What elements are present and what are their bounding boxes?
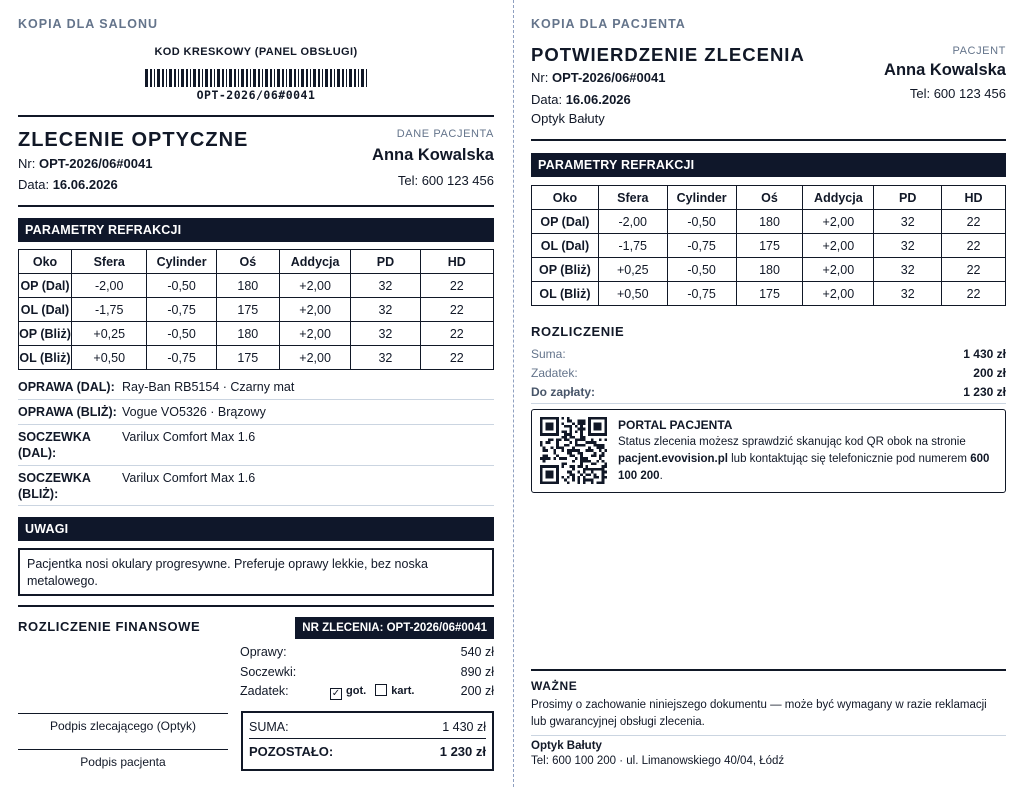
- fin-frames-row: [240, 645, 494, 659]
- salon-copy-label: KOPIA DLA SALONU: [18, 17, 159, 31]
- value-cell: 32: [351, 346, 420, 370]
- portal-link[interactable]: pacjent.evovision.pl: [618, 453, 728, 465]
- table-row: [19, 298, 494, 322]
- barcode: [145, 69, 367, 87]
- value-cell: 32: [351, 322, 420, 346]
- eye-cell: OL (Dal): [532, 234, 599, 258]
- signature-patient: Podpis pacjenta: [18, 749, 228, 769]
- column-header: HD: [420, 250, 493, 274]
- qr-code-icon[interactable]: [540, 417, 607, 484]
- footer-store: Optyk Bałuty: [531, 740, 602, 752]
- value-cell: -2,00: [598, 210, 667, 234]
- patient-portal-box: [531, 409, 1006, 493]
- refraction-header: PARAMETRY REFRAKCJI: [531, 153, 1006, 177]
- portal-text-block: [618, 418, 997, 485]
- important-header: WAŻNE: [531, 679, 578, 693]
- remaining-label: POZOSTAŁO:: [249, 744, 334, 759]
- footer-contact: Tel: 600 100 200 · ul. Limanowskiego 40/04, Łódź: [531, 755, 785, 767]
- lens-near-value: Varilux Comfort Max 1.6: [122, 471, 256, 485]
- billing-sum-label: Suma:: [531, 347, 566, 361]
- patient-copy: [531, 0, 1006, 787]
- value-cell: 22: [942, 258, 1006, 282]
- eye-cell: OP (Bliż): [19, 322, 72, 346]
- value-cell: 32: [874, 234, 942, 258]
- billing-due-label: Do zapłaty:: [531, 385, 596, 399]
- table-header-row: [19, 250, 494, 274]
- value-cell: 175: [736, 282, 803, 306]
- value-cell: -0,50: [667, 210, 736, 234]
- patient-label: PACJENT: [952, 45, 1006, 57]
- divider: [18, 115, 494, 117]
- column-header: Oko: [19, 250, 72, 274]
- billing-deposit-row: [531, 366, 1006, 380]
- value-cell: 175: [216, 346, 279, 370]
- column-header: Oś: [736, 186, 803, 210]
- notes-box: Pacjentka nosi okulary progresywne. Preferuje oprawy lekkie, bez noska metalowego.: [18, 548, 494, 596]
- divider: [18, 205, 494, 207]
- value-cell: 180: [736, 258, 803, 282]
- value-cell: +2,00: [279, 322, 350, 346]
- cash-checkbox[interactable]: ✓: [331, 688, 341, 699]
- card-checkbox[interactable]: [375, 684, 387, 696]
- column-header: Addycja: [803, 186, 874, 210]
- billing-deposit-value: 200 zł: [973, 366, 1006, 380]
- value-cell: +2,00: [279, 346, 350, 370]
- patient-info: [884, 45, 1006, 101]
- confirmation-title: POTWIERDZENIE ZLECENIA: [531, 44, 805, 65]
- fin-deposit-label: Zadatek:: [240, 684, 289, 698]
- value-cell: +2,00: [803, 282, 874, 306]
- value-cell: +2,00: [279, 274, 350, 298]
- order-number: Nr: OPT-2026/06#0041: [531, 70, 666, 85]
- billing-sum-value: 1 430 zł: [963, 347, 1006, 361]
- value-cell: -0,50: [667, 258, 736, 282]
- card-label: kart.: [391, 685, 415, 697]
- value-cell: 175: [216, 298, 279, 322]
- value-cell: 22: [420, 298, 493, 322]
- value-cell: 32: [874, 258, 942, 282]
- frame-near-label: OPRAWA (BLIŻ):: [18, 405, 117, 419]
- patient-phone: Tel: 600 123 456: [397, 173, 494, 188]
- billing-sum-row: [531, 347, 1006, 361]
- refraction-table: [531, 185, 1006, 306]
- value-cell: -0,75: [147, 298, 216, 322]
- value-cell: 22: [420, 346, 493, 370]
- order-title: ZLECENIE OPTYCZNE: [18, 129, 249, 151]
- value-cell: 22: [942, 282, 1006, 306]
- order-number-tag: NR ZLECENIA: OPT-2026/06#0041: [295, 617, 494, 639]
- table-row: [532, 258, 1006, 282]
- order-date: Data: 16.06.2026: [18, 177, 118, 192]
- value-cell: -1,75: [598, 234, 667, 258]
- eye-cell: OP (Dal): [19, 274, 72, 298]
- billing-header: ROZLICZENIE: [531, 324, 625, 339]
- divider: [531, 403, 1006, 404]
- fin-lenses-value: 890 zł: [460, 665, 494, 679]
- value-cell: 22: [942, 234, 1006, 258]
- column-header: PD: [351, 250, 420, 274]
- important-text: Prosimy o zachowanie niniejszego dokumentu — może być wymagany w razie reklamacji lub gwarancyjnej obsługi zlecenia.: [531, 699, 987, 728]
- order-date: Data: 16.06.2026: [531, 92, 631, 107]
- lens-distance-row: [18, 429, 494, 466]
- refraction-table: [18, 249, 494, 370]
- cut-line: [513, 0, 514, 787]
- value-cell: +2,00: [803, 234, 874, 258]
- payment-method: [330, 684, 414, 700]
- column-header: Sfera: [72, 250, 147, 274]
- patient-info: [372, 128, 494, 188]
- column-header: Cylinder: [667, 186, 736, 210]
- sum-label: SUMA:: [249, 720, 289, 734]
- fin-deposit-row: [240, 684, 494, 698]
- lens-near-label: SOCZEWKA (BLIŻ):: [18, 471, 91, 501]
- barcode-number: OPT-2026/06#0041: [196, 88, 316, 102]
- signature-optician: Podpis zlecającego (Optyk): [18, 713, 228, 733]
- patient-copy-label: KOPIA DLA PACJENTA: [531, 17, 686, 31]
- billing-due-row: [531, 385, 1006, 399]
- frame-distance-label: OPRAWA (DAL):: [18, 380, 115, 394]
- column-header: Oś: [216, 250, 279, 274]
- frame-near-row: [18, 404, 494, 425]
- divider: [531, 735, 1006, 736]
- patient-name: Anna Kowalska: [884, 61, 1006, 79]
- value-cell: -0,75: [147, 346, 216, 370]
- table-row: [532, 234, 1006, 258]
- portal-text: Status zlecenia możesz sprawdzić skanując kod QR obok na stronie pacjent.evovision.pl lub kontaktując się telefonicznie pod numerem 600 100 200.: [618, 436, 990, 482]
- eye-cell: OL (Bliż): [532, 282, 599, 306]
- store-name: Optyk Bałuty: [531, 111, 605, 126]
- value-cell: -0,75: [667, 234, 736, 258]
- value-cell: +0,50: [598, 282, 667, 306]
- fin-lenses-label: Soczewki:: [240, 665, 297, 679]
- value-cell: 175: [736, 234, 803, 258]
- divider: [531, 139, 1006, 141]
- table-row: [19, 346, 494, 370]
- value-cell: -0,50: [147, 322, 216, 346]
- value-cell: 22: [942, 210, 1006, 234]
- table-row: [19, 274, 494, 298]
- column-header: Cylinder: [147, 250, 216, 274]
- order-number: Nr: OPT-2026/06#0041: [18, 156, 153, 171]
- value-cell: +0,25: [72, 322, 147, 346]
- salon-copy: [18, 0, 494, 787]
- eye-cell: OL (Dal): [19, 298, 72, 322]
- portal-title: PORTAL PACJENTA: [618, 418, 733, 432]
- value-cell: 180: [736, 210, 803, 234]
- column-header: Addycja: [279, 250, 350, 274]
- value-cell: +0,50: [72, 346, 147, 370]
- column-header: Sfera: [598, 186, 667, 210]
- value-cell: 32: [874, 210, 942, 234]
- lens-distance-value: Varilux Comfort Max 1.6: [122, 430, 256, 444]
- column-header: Oko: [532, 186, 599, 210]
- frame-distance-row: [18, 379, 494, 400]
- value-cell: 22: [420, 274, 493, 298]
- column-header: PD: [874, 186, 942, 210]
- portal-phone: 600 100 200: [618, 453, 990, 482]
- value-cell: +2,00: [803, 210, 874, 234]
- billing-deposit-label: Zadatek:: [531, 366, 578, 380]
- fin-frames-label: Oprawy:: [240, 645, 287, 659]
- fin-lenses-row: [240, 665, 494, 679]
- value-cell: -0,75: [667, 282, 736, 306]
- value-cell: 32: [874, 282, 942, 306]
- value-cell: -2,00: [72, 274, 147, 298]
- fin-deposit-value: 200 zł: [460, 684, 494, 698]
- value-cell: -0,50: [147, 274, 216, 298]
- eye-cell: OP (Dal): [532, 210, 599, 234]
- sum-value: 1 430 zł: [442, 720, 486, 734]
- notes-header: UWAGI: [18, 517, 494, 541]
- refraction-header: PARAMETRY REFRAKCJI: [18, 218, 494, 242]
- sum-row: [249, 713, 486, 739]
- lens-distance-label: SOCZEWKA (DAL):: [18, 430, 91, 460]
- patient-label: DANE PACJENTA: [396, 128, 494, 140]
- finance-header: ROZLICZENIE FINANSOWE: [18, 619, 201, 634]
- frame-distance-value: Ray-Ban RB5154 · Czarny mat: [122, 380, 295, 394]
- fin-frames-value: 540 zł: [460, 645, 494, 659]
- remaining-value: 1 230 zł: [439, 744, 486, 759]
- value-cell: 180: [216, 274, 279, 298]
- table-row: [19, 322, 494, 346]
- eye-cell: OL (Bliż): [19, 346, 72, 370]
- divider: [18, 605, 494, 607]
- table-header-row: [532, 186, 1006, 210]
- frame-near-value: Vogue VO5326 · Brązowy: [122, 405, 266, 419]
- remaining-row: [249, 739, 486, 759]
- sum-box: [241, 711, 494, 771]
- lens-near-row: [18, 470, 494, 506]
- table-row: [532, 282, 1006, 306]
- value-cell: 180: [216, 322, 279, 346]
- patient-name: Anna Kowalska: [372, 146, 494, 164]
- table-row: [532, 210, 1006, 234]
- barcode-title: KOD KRESKOWY (PANEL OBSŁUGI): [154, 46, 358, 58]
- value-cell: +2,00: [279, 298, 350, 322]
- value-cell: -1,75: [72, 298, 147, 322]
- value-cell: 32: [351, 274, 420, 298]
- billing-due-value: 1 230 zł: [963, 385, 1006, 399]
- value-cell: 32: [351, 298, 420, 322]
- patient-phone: Tel: 600 123 456: [909, 86, 1006, 101]
- column-header: HD: [942, 186, 1006, 210]
- value-cell: 22: [420, 322, 493, 346]
- value-cell: +2,00: [803, 258, 874, 282]
- cash-label: got.: [346, 685, 367, 697]
- eye-cell: OP (Bliż): [532, 258, 599, 282]
- divider: [531, 669, 1006, 671]
- value-cell: +0,25: [598, 258, 667, 282]
